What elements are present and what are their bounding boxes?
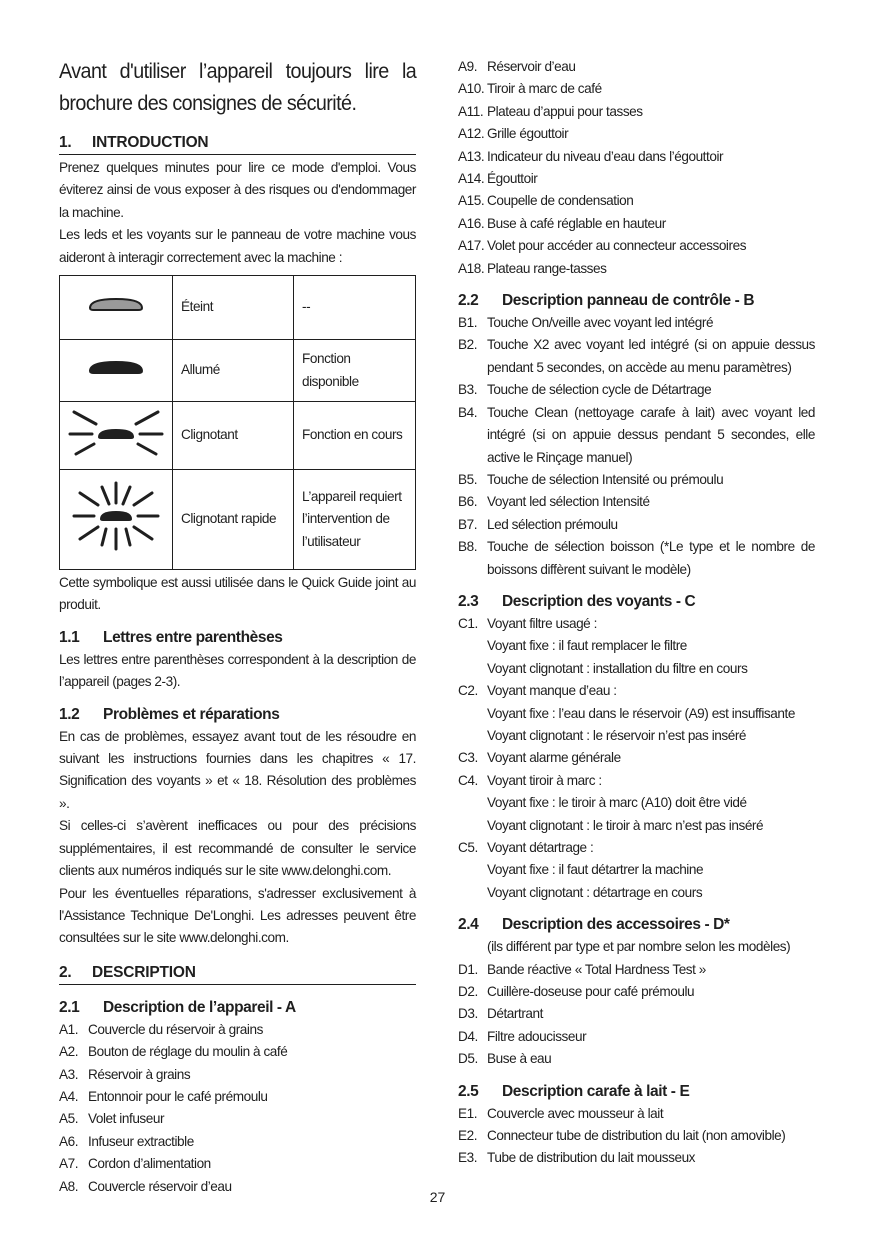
list-item: A13. Indicateur du niveau d’eau dans l’égouttoir — [458, 148, 724, 164]
list-item: E1. Couvercle avec mousseur à lait — [458, 1105, 664, 1121]
list-item: D5. Buse à eau — [458, 1051, 552, 1067]
list-subitem: Voyant clignotant : détartrage en cours — [487, 884, 703, 900]
led-state: Clignotant rapide — [173, 470, 294, 570]
section-1-heading — [59, 134, 416, 155]
list-item: E3. Tube de distribution du lait mousseux — [458, 1150, 696, 1166]
led-legend-table — [59, 275, 416, 570]
list-item: A3. Réservoir à grains — [59, 1066, 191, 1082]
list-item: A4. Entonnoir pour le café prémoulu — [59, 1088, 268, 1104]
table-footnote: Cette symbolique est aussi utilisée dans le Quick Guide joint au produit. — [59, 575, 416, 613]
section-number: 1.2 — [59, 705, 80, 723]
appliance-parts-list-continued — [458, 56, 815, 280]
section-1-2-heading — [59, 706, 416, 724]
section-number: 1.1 — [59, 628, 80, 646]
list-item: A8. Couvercle réservoir d’eau — [59, 1178, 232, 1194]
list-item: B8. Touche de sélection boisson (*Le type et le nombre de boissons diffèrent suivant le modèle) — [458, 539, 815, 577]
list-subitem: Voyant fixe : il faut détartrer la machine — [487, 862, 704, 878]
list-item: A5. Volet infuseur — [59, 1111, 165, 1127]
list-item: A16. Buse à café réglable en hauteur — [458, 215, 666, 231]
list-item: C5. Voyant détartrage : — [458, 840, 594, 855]
list-item: A7. Cordon d’alimentation — [59, 1156, 211, 1172]
section-number: 1. — [59, 134, 72, 151]
section-number: 2.5 — [458, 1082, 479, 1100]
section-2-2-heading — [458, 292, 815, 310]
section-title: Description des voyants - C — [502, 592, 696, 610]
section-1-2-paragraph-3: Pour les éventuelles réparations, s'adresser exclusivement à l'Assistance Technique De'Longhi. Les adresses peuvent être consultées sur le site www.delonghi.com. — [59, 885, 416, 946]
list-item: D2. Cuillère-doseuse pour café prémoulu — [458, 984, 695, 1000]
list-subitem: Voyant clignotant : le tiroir à marc n’est pas inséré — [487, 817, 764, 833]
list-item: D3. Détartrant — [458, 1006, 543, 1022]
intro-paragraph-2: Les leds et les voyants sur le panneau de votre machine vous aideront à interagir correctement avec la machine : — [59, 227, 416, 265]
section-title: INTRODUCTION — [92, 134, 209, 151]
indicator-list — [458, 613, 815, 904]
table-row — [60, 470, 416, 570]
section-1-1-paragraph: Les lettres entre parenthèses correspondent à la description de l’appareil (pages 2-3). — [59, 651, 416, 690]
list-subitem: Voyant clignotant : le réservoir n’est pas inséré — [487, 727, 747, 743]
list-item: C3. Voyant alarme générale — [458, 750, 621, 766]
list-subitem: Voyant fixe : le tiroir à marc (A10) doit être vidé — [487, 795, 747, 811]
section-title: Problèmes et réparations — [103, 705, 280, 723]
list-item: C4. Voyant tiroir à marc : — [458, 772, 602, 788]
safety-notice: Avant d'utiliser l’appareil toujours lire la brochure des consignes de sécurité. — [59, 60, 417, 115]
section-number: 2.1 — [59, 998, 80, 1016]
list-item: A1. Couvercle du réservoir à grains — [59, 1021, 263, 1037]
list-item: A10. Tiroir à marc de café — [458, 81, 602, 97]
list-item: B6. Voyant led sélection Intensité — [458, 494, 650, 510]
list-item: C1. Voyant filtre usagé : — [458, 615, 597, 631]
led-meaning: L’appareil requiert l’intervention de l’utilisateur — [294, 470, 416, 570]
section-title: DESCRIPTION — [92, 963, 196, 981]
list-item: B3. Touche de sélection cycle de Détartrage — [458, 382, 712, 398]
led-state: Clignotant — [173, 402, 294, 470]
section-2-5-heading — [458, 1083, 815, 1101]
milk-jug-list — [458, 1103, 815, 1170]
led-on-icon — [60, 340, 173, 402]
section-title: Description des accessoires - D* — [502, 916, 730, 934]
list-item: A11. Plateau d’appui pour tasses — [458, 103, 643, 119]
list-item: B7. Led sélection prémoulu — [458, 516, 618, 532]
section-1-2-paragraph-2: Si celles-ci s’avèrent inefficaces ou pour des précisions supplémentaires, il est recommandé de consulter le service clients aux numéros indiqués sur le site www.delonghi.com. — [59, 818, 416, 879]
led-off-icon — [60, 276, 173, 340]
section-number: 2.2 — [458, 292, 479, 310]
left-column — [59, 56, 416, 1198]
intro-paragraph-1: Prenez quelques minutes pour lire ce mode d'emploi. Vous éviterez ainsi de vous exposer à des risques ou d'endommager la machine. — [59, 160, 416, 220]
list-item: B2. Touche X2 avec voyant led intégré (si on appuie dessus pendant 5 secondes, on accède au menu paramètres) — [458, 337, 815, 375]
section-number: 2. — [59, 963, 72, 981]
list-item: A18. Plateau range-tasses — [458, 260, 607, 276]
list-item: B5. Touche de sélection Intensité ou prémoulu — [458, 471, 724, 487]
list-item: A6. Infuseur extractible — [59, 1133, 194, 1149]
section-1-1-heading — [59, 629, 416, 647]
led-meaning: Fonction en cours — [294, 402, 416, 470]
section-2-heading — [59, 964, 416, 985]
list-item: A15. Coupelle de condensation — [458, 193, 634, 209]
section-2-4-heading — [458, 916, 815, 934]
table-row — [60, 402, 416, 470]
section-number: 2.3 — [458, 592, 479, 610]
accessories-note: (ils différent par type et par nombre selon les modèles) — [487, 939, 791, 955]
page-number: 27 — [429, 1189, 446, 1205]
section-1-2-paragraph-1: En cas de problèmes, essayez avant tout de les résoudre en suivant les instructions fournies dans les chapitres « 17. Signification des voyants » et « 18. Résolution des problèmes ». — [59, 728, 416, 811]
list-item: A2. Bouton de réglage du moulin à café — [59, 1044, 288, 1060]
section-title: Description carafe à lait - E — [502, 1082, 690, 1100]
led-state: Allumé — [173, 340, 294, 402]
section-title: Lettres entre parenthèses — [103, 628, 283, 646]
table-row — [60, 340, 416, 402]
control-panel-list — [458, 312, 815, 581]
section-2-1-heading — [59, 999, 416, 1017]
list-item: E2. Connecteur tube de distribution du lait (non amovible) — [458, 1128, 786, 1144]
table-row — [60, 276, 416, 340]
section-number: 2.4 — [458, 916, 479, 934]
list-subitem: Voyant clignotant : installation du filtre en cours — [487, 660, 748, 676]
list-item: A17. Volet pour accéder au connecteur accessoires — [458, 238, 747, 254]
right-column — [458, 56, 815, 1170]
list-item: A12. Grille égouttoir — [458, 126, 569, 142]
list-item: C2. Voyant manque d’eau : — [458, 683, 617, 699]
list-subitem: Voyant fixe : il faut remplacer le filtre — [487, 638, 687, 654]
led-state: Éteint — [173, 276, 294, 340]
led-meaning: Fonction disponible — [294, 340, 416, 402]
led-meaning: -- — [294, 276, 416, 340]
list-item: B4. Touche Clean (nettoyage carafe à lait) avec voyant led intégré (si on appuie dessus pendant 5 secondes, elle active le Rinçage manuel) — [458, 404, 815, 465]
list-item: D1. Bande réactive « Total Hardness Test » — [458, 961, 706, 977]
list-subitem: Voyant fixe : l’eau dans le réservoir (A9) est insuffisante — [487, 705, 795, 721]
appliance-parts-list — [59, 1019, 416, 1198]
section-2-3-heading — [458, 593, 815, 611]
led-fast-blinking-icon — [60, 470, 173, 570]
list-item: A14. Égouttoir — [458, 171, 538, 187]
list-item: A9. Réservoir d’eau — [458, 59, 576, 74]
led-blinking-icon — [60, 402, 173, 470]
list-item: D4. Filtre adoucisseur — [458, 1028, 587, 1044]
accessories-list — [458, 959, 815, 1071]
list-item: B1. Touche On/veille avec voyant led intégré — [458, 315, 714, 331]
section-title: Description de l’appareil - A — [103, 998, 296, 1016]
section-title: Description panneau de contrôle - B — [502, 292, 755, 310]
